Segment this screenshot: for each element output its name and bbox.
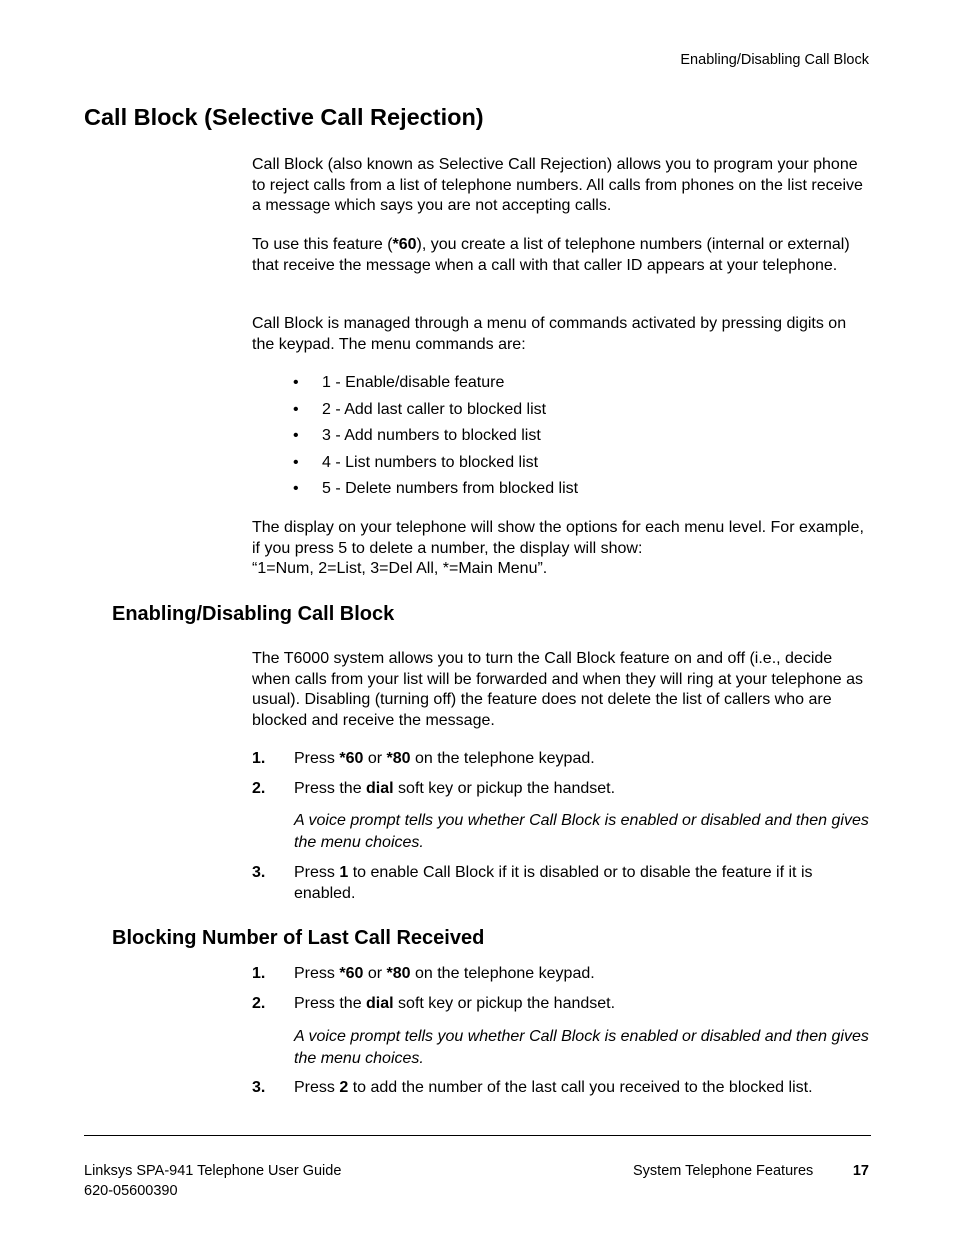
page-title: Call Block (Selective Call Rejection) bbox=[84, 104, 484, 130]
section-heading-blocking: Blocking Number of Last Call Received bbox=[112, 927, 485, 949]
intro-paragraph-1: Call Block (also known as Selective Call Rejection) allows you to program your phone to reject calls from a list of telephone numbers. All calls from phones on the list receive a message which says you are not accepting calls. bbox=[252, 156, 863, 214]
feature-code: *60 bbox=[392, 236, 417, 253]
step-text: Press 1 to enable Call Block if it is disabled or to disable the feature if it is enabled. bbox=[294, 864, 813, 902]
section-heading-enabling: Enabling/Disabling Call Block bbox=[112, 603, 395, 625]
running-header: Enabling/Disabling Call Block bbox=[680, 52, 869, 68]
bullet-icon: • bbox=[293, 453, 299, 471]
step-number: 2. bbox=[252, 995, 266, 1012]
list-item bbox=[252, 426, 872, 453]
bullet-icon: • bbox=[293, 427, 299, 444]
section1-step-2 bbox=[252, 779, 872, 800]
step-number: 1. bbox=[252, 750, 266, 767]
step-text: Press the dial soft key or pickup the handset. bbox=[294, 995, 616, 1012]
step-text: Press *60 or *80 on the telephone keypad. bbox=[294, 750, 595, 767]
section2-step-2 bbox=[252, 994, 872, 1015]
display-example: “1=Num, 2=List, 3=Del All, *=Main Menu”. bbox=[252, 560, 548, 577]
display-description: The display on your telephone will show the options for each menu level. For example, if you press 5 to delete a number, the display will show: bbox=[252, 519, 864, 557]
list-item-text: 1 - Enable/disable feature bbox=[322, 374, 505, 391]
intro-paragraph-3: Call Block is managed through a menu of commands activated by pressing digits on the keypad. The menu commands are: bbox=[252, 315, 847, 353]
section2-voice-prompt-note: A voice prompt tells you whether Call Block is enabled or disabled and then gives the menu choices. bbox=[294, 1028, 869, 1067]
list-item bbox=[252, 479, 872, 506]
section1-step-3 bbox=[252, 863, 872, 904]
bullet-icon: • bbox=[293, 480, 299, 497]
bullet-icon: • bbox=[293, 400, 299, 418]
list-item-text: 3 - Add numbers to blocked list bbox=[322, 427, 541, 444]
footer-doc-number: 620-05600390 bbox=[84, 1183, 178, 1199]
step-number: 3. bbox=[252, 864, 266, 881]
footer-section-name: System Telephone Features bbox=[633, 1163, 814, 1179]
step-text: Press 2 to add the number of the last call you received to the blocked list. bbox=[294, 1079, 813, 1096]
footer-left bbox=[84, 1161, 341, 1201]
step-text: Press the dial soft key or pickup the handset. bbox=[294, 780, 616, 797]
section2-step-1 bbox=[252, 964, 872, 985]
list-item-text: 5 - Delete numbers from blocked list bbox=[322, 480, 579, 497]
list-item bbox=[252, 373, 872, 400]
section1-voice-prompt-note: A voice prompt tells you whether Call Block is enabled or disabled and then gives the menu choices. bbox=[294, 812, 869, 851]
footer-divider bbox=[84, 1135, 871, 1136]
section2-step-3 bbox=[252, 1078, 872, 1099]
intro-p2-after: ), you create a list of telephone numbers (internal or external) that receive the message when a call with that caller ID appears at your telephone. bbox=[252, 236, 850, 274]
section1-paragraph: The T6000 system allows you to turn the Call Block feature on and off (i.e., decide when calls from your list will be forwarded and when they will ring at your telephone as usual). Disabling (turning off) the feature does not delete the list of callers who are blocked and receive the message. bbox=[252, 650, 863, 729]
intro-p2-before: To use this feature ( bbox=[252, 236, 393, 253]
list-item-text: 2 - Add last caller to blocked list bbox=[322, 400, 547, 418]
list-item bbox=[252, 453, 872, 480]
step-number: 1. bbox=[252, 965, 266, 982]
list-item-text: 4 - List numbers to blocked list bbox=[322, 453, 539, 471]
footer-guide-title: Linksys SPA-941 Telephone User Guide bbox=[84, 1163, 342, 1179]
section1-step-1 bbox=[252, 749, 872, 770]
step-number: 3. bbox=[252, 1079, 266, 1096]
step-text: Press *60 or *80 on the telephone keypad. bbox=[294, 965, 595, 982]
page-number: 17 bbox=[852, 1163, 869, 1179]
intro-paragraph-4 bbox=[252, 518, 872, 580]
step-number: 2. bbox=[252, 780, 266, 797]
intro-paragraph-2 bbox=[252, 235, 872, 276]
menu-commands-list bbox=[252, 373, 872, 506]
bullet-icon: • bbox=[293, 374, 299, 391]
list-item bbox=[252, 400, 872, 427]
